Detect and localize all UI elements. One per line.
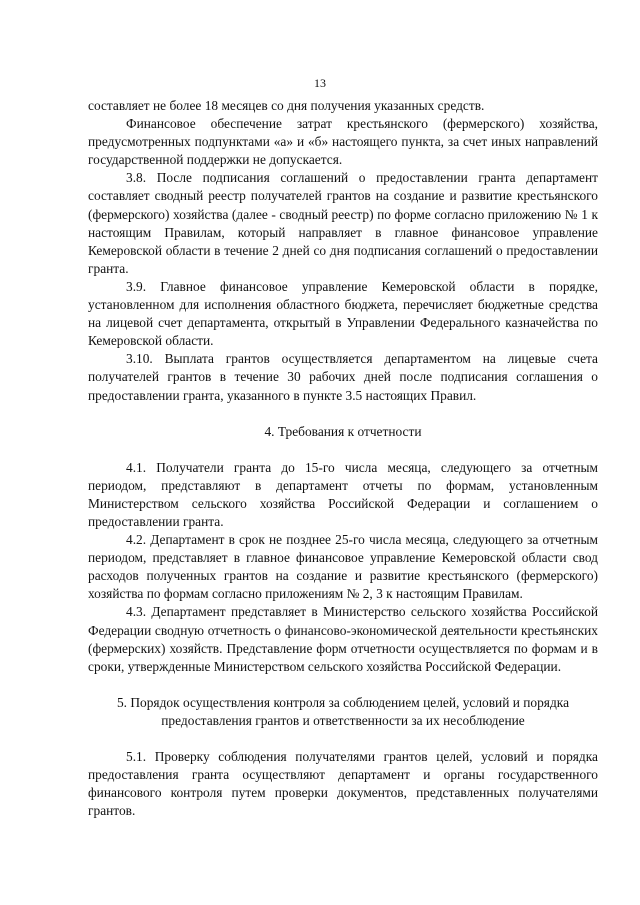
section-5-heading-line-2: предоставления грантов и ответственности за их несоблюдение xyxy=(161,712,525,728)
paragraph-4-2: 4.2. Департамент в срок не позднее 25-го числа месяца, следующего за отчетным периодом, представляет в главное финансовое управление Кемеровской области свод расходов полученных грантов на создание и развитие крестьянского (фермерского) хозяйства по формам согласно приложениям № 2, 3 к настоящим Правилам. xyxy=(88,532,598,602)
spacer xyxy=(88,676,598,694)
paragraph-5-1: 5.1. Проверку соблюдения получателями грантов целей, условий и порядка предоставления гранта осуществляют департамент и органы государственного финансового контроля путем проверки документов, представленных получателями грантов. xyxy=(88,749,598,819)
paragraph-3-10: 3.10. Выплата грантов осуществляется департаментом на лицевые счета получателей грантов в течение 30 рабочих дней после подписания соглашения о предоставлении гранта, указанного в пункте 3.5 настоящих Правил. xyxy=(88,351,598,403)
paragraph-4-3: 4.3. Департамент представляет в Министерство сельского хозяйства Российской Федерации сводную отчетность о финансово-экономической деятельности крестьянских (фермерских) хозяйств. Представление форм отчетности осуществляется по формам и в сроки, утвержденные Министерством сельского хозяйства Российской Федерации. xyxy=(88,604,598,674)
paragraph-3-9: 3.9. Главное финансовое управление Кемеровской области в порядке, установленном для исполнения областного бюджета, перечисляет бюджетные средства на лицевой счет департамента, открытый в Управлении Федерального казначейства по Кемеровской области. xyxy=(88,278,598,349)
section-4-heading: 4. Требования к отчетности xyxy=(264,423,422,439)
paragraph-4-1: 4.1. Получатели гранта до 15-го числа месяца, следующего за отчетным периодом, представляют в департамент отчеты по формам, установленным Министерством сельского хозяйства Российской Федерации и соглашением о предоставлении гранта. xyxy=(88,459,598,529)
section-5-heading-line-1: 5. Порядок осуществления контроля за соблюдением целей, условий и порядка xyxy=(116,694,570,710)
paragraph-continuation: составляет не более 18 месяцев со дня получения указанных средств. xyxy=(88,98,485,113)
page-number: 13 xyxy=(314,76,326,90)
spacer xyxy=(88,730,598,748)
document-body xyxy=(88,97,598,820)
spacer xyxy=(88,405,598,423)
paragraph-financing: Финансовое обеспечение затрат крестьянского (фермерского) хозяйства, предусмотренных подпунктами «а» и «б» настоящего пункта, за счет иных направлений государственной поддержки не допускается. xyxy=(88,116,598,168)
spacer xyxy=(88,441,598,459)
paragraph-3-8: 3.8. После подписания соглашений о предоставлении гранта департамент составляет сводный реестр получателей грантов на создание и развитие крестьянского (фермерского) хозяйства (далее - сводный реестр) по форме согласно приложению № 1 к настоящим Правилам, который направляет в главное финансовое управление Кемеровской области в течение 2 дней со дня подписания соглашений о предоставлении гранта. xyxy=(88,170,598,276)
